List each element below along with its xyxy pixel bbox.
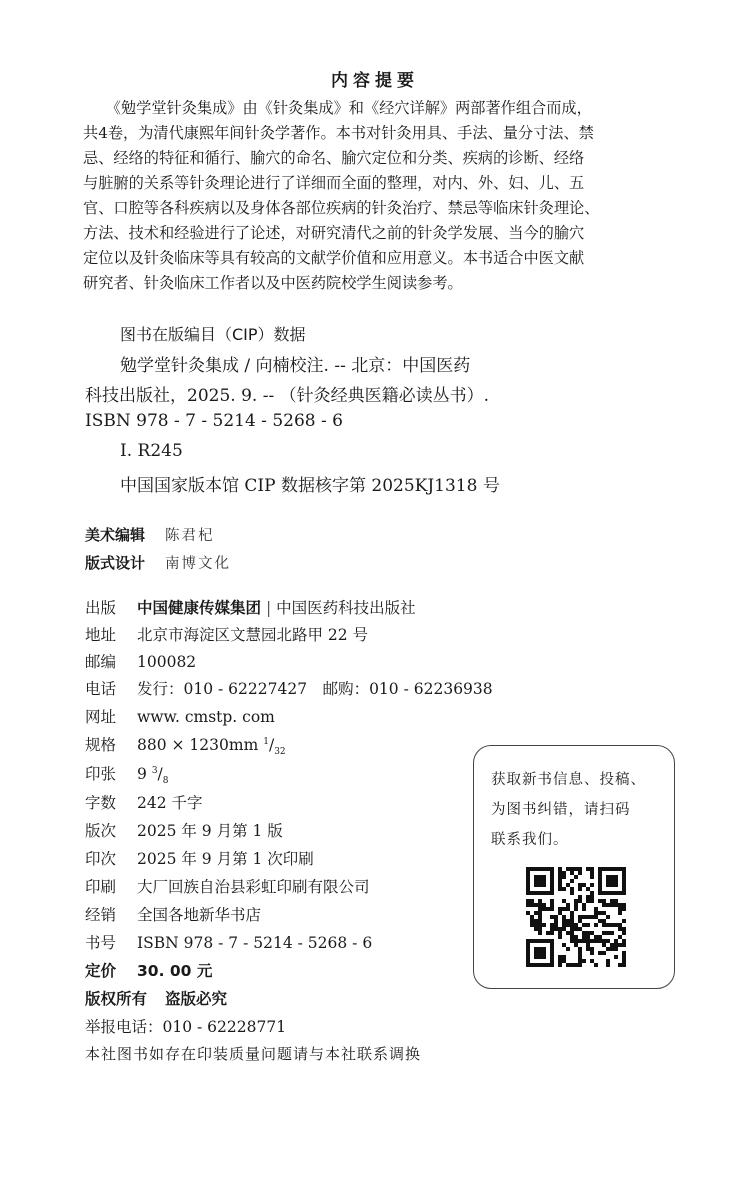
isbn-row bbox=[85, 931, 372, 953]
phone-value: 发行：010 - 62227427 邮购：010 - 62236938 bbox=[137, 680, 493, 698]
format-row: 规格 880 × 1230mm $^1/_{32}$ bbox=[85, 733, 286, 757]
address-row bbox=[85, 623, 368, 645]
words-row bbox=[85, 791, 203, 813]
printer-label: 印刷 bbox=[85, 878, 117, 896]
summary-line: 忌、经络的特征和循行、腧穴的命名、腧穴定位和分类、疾病的诊断、经络 bbox=[83, 149, 585, 167]
quality-notice: 本社图书如存在印装质量问题请与本社联系调换 bbox=[85, 1045, 422, 1063]
website-row bbox=[85, 705, 275, 727]
publisher-separator: | bbox=[265, 599, 272, 617]
price-row bbox=[85, 959, 212, 981]
art-editor-value: 陈君杞 bbox=[165, 528, 215, 544]
art-editor-row bbox=[85, 524, 215, 545]
publisher-label: 出版 bbox=[85, 599, 117, 617]
distributor-label: 经销 bbox=[85, 906, 117, 924]
summary-line: 定位以及针灸临床等具有较高的文献学价值和应用意义。本书适合中医文献 bbox=[83, 249, 585, 267]
postcode-row bbox=[85, 650, 196, 672]
layout-design-row bbox=[85, 552, 231, 573]
address-value: 北京市海淀区文慧园北路甲 22 号 bbox=[137, 626, 369, 644]
website-value: www. cmstp. com bbox=[137, 708, 275, 726]
phone-row bbox=[85, 677, 493, 699]
qr-text-line: 获取新书信息、投稿、 bbox=[491, 772, 646, 788]
publisher-row bbox=[85, 596, 416, 618]
summary-title: 内容提要 bbox=[331, 71, 419, 91]
postcode-label: 邮编 bbox=[85, 653, 117, 671]
art-editor-label: 美术编辑 bbox=[85, 526, 146, 544]
format-fraction-denominator: 32 bbox=[274, 747, 286, 758]
price-label: 定价 bbox=[85, 962, 117, 980]
summary-line: 《勉学堂针灸集成》由《针灸集成》和《经穴详解》两部著作组合而成， bbox=[83, 99, 592, 117]
rights-reserved: 版权所有 bbox=[85, 990, 148, 1008]
printing-label: 印次 bbox=[85, 850, 117, 868]
isbn-value: ISBN 978 - 7 - 5214 - 5268 - 6 bbox=[137, 934, 373, 952]
printing-value: 2025 年 9 月第 1 次印刷 bbox=[137, 850, 314, 868]
summary-line: 官、口腔等各科疾病以及身体各部位疾病的针灸治疗、禁忌等临床针灸理论、 bbox=[83, 199, 600, 217]
qr-text-line: 联系我们。 bbox=[491, 832, 569, 848]
printer-row bbox=[85, 875, 370, 897]
format-value: 880 × 1230mm bbox=[137, 736, 259, 754]
qr-code-icon[interactable] bbox=[526, 867, 626, 967]
sheets-fraction-numerator: 3 bbox=[151, 765, 158, 776]
publisher-name: 中国医药科技出版社 bbox=[276, 599, 416, 617]
format-label: 规格 bbox=[85, 736, 117, 754]
cip-classification: Ⅰ. R245 bbox=[120, 441, 183, 461]
publisher-group: 中国健康传媒集团 bbox=[137, 599, 262, 617]
cip-record-number: 中国国家版本馆 CIP 数据核字第 2025KJ1318 号 bbox=[120, 476, 500, 496]
printer-value: 大厂回族自治县彩虹印刷有限公司 bbox=[137, 878, 370, 896]
printing-row bbox=[85, 847, 314, 869]
qr-text-line: 为图书纠错，请扫码 bbox=[491, 802, 631, 818]
format-fraction-numerator: 1 bbox=[263, 736, 269, 747]
cip-heading: 图书在版编目（CIP）数据 bbox=[120, 325, 306, 344]
edition-label: 版次 bbox=[85, 822, 117, 840]
layout-design-label: 版式设计 bbox=[85, 554, 146, 572]
rights-row bbox=[85, 987, 227, 1009]
website-label: 网址 bbox=[85, 708, 117, 726]
edition-value: 2025 年 9 月第 1 版 bbox=[137, 822, 283, 840]
phone-label: 电话 bbox=[85, 680, 117, 698]
sheets-row: 印张 9 $^3/_8$ bbox=[85, 762, 169, 786]
edition-row bbox=[85, 819, 283, 841]
cip-line: 科技出版社，2025. 9. -- （针灸经典医籍必读丛书）. bbox=[85, 386, 489, 406]
sheets-fraction-denominator: 8 bbox=[162, 776, 169, 787]
address-label: 地址 bbox=[85, 626, 117, 644]
sheets-label: 印张 bbox=[85, 765, 117, 783]
postcode-value: 100082 bbox=[137, 653, 197, 671]
summary-line: 与脏腑的关系等针灸理论进行了详细而全面的整理，对内、外、妇、儿、五 bbox=[83, 174, 585, 192]
cip-isbn: ISBN 978 - 7 - 5214 - 5268 - 6 bbox=[85, 411, 343, 431]
cip-line: 勉学堂针灸集成 / 向楠校注. -- 北京：中国医药 bbox=[120, 356, 471, 376]
piracy-prohibited: 盗版必究 bbox=[165, 990, 228, 1008]
summary-line: 共4卷，为清代康熙年间针灸学著作。本书对针灸用具、手法、量分寸法、禁 bbox=[83, 124, 594, 142]
words-value: 242 千字 bbox=[137, 794, 203, 812]
sheets-value: 9 bbox=[137, 765, 147, 783]
distributor-value: 全国各地新华书店 bbox=[137, 906, 262, 924]
distributor-row bbox=[85, 903, 261, 925]
layout-design-value: 南博文化 bbox=[165, 556, 231, 572]
isbn-label: 书号 bbox=[85, 934, 117, 952]
report-phone: 举报电话：010 - 62228771 bbox=[85, 1018, 287, 1036]
price-value: 30. 00 元 bbox=[137, 962, 213, 980]
summary-line: 方法、技术和经验进行了论述，对研究清代之前的针灸学发展、当今的腧穴 bbox=[83, 224, 585, 242]
summary-line: 研究者、针灸临床工作者以及中医药院校学生阅读参考。 bbox=[83, 274, 463, 292]
words-label: 字数 bbox=[85, 794, 117, 812]
qr-contact-box bbox=[473, 745, 675, 989]
